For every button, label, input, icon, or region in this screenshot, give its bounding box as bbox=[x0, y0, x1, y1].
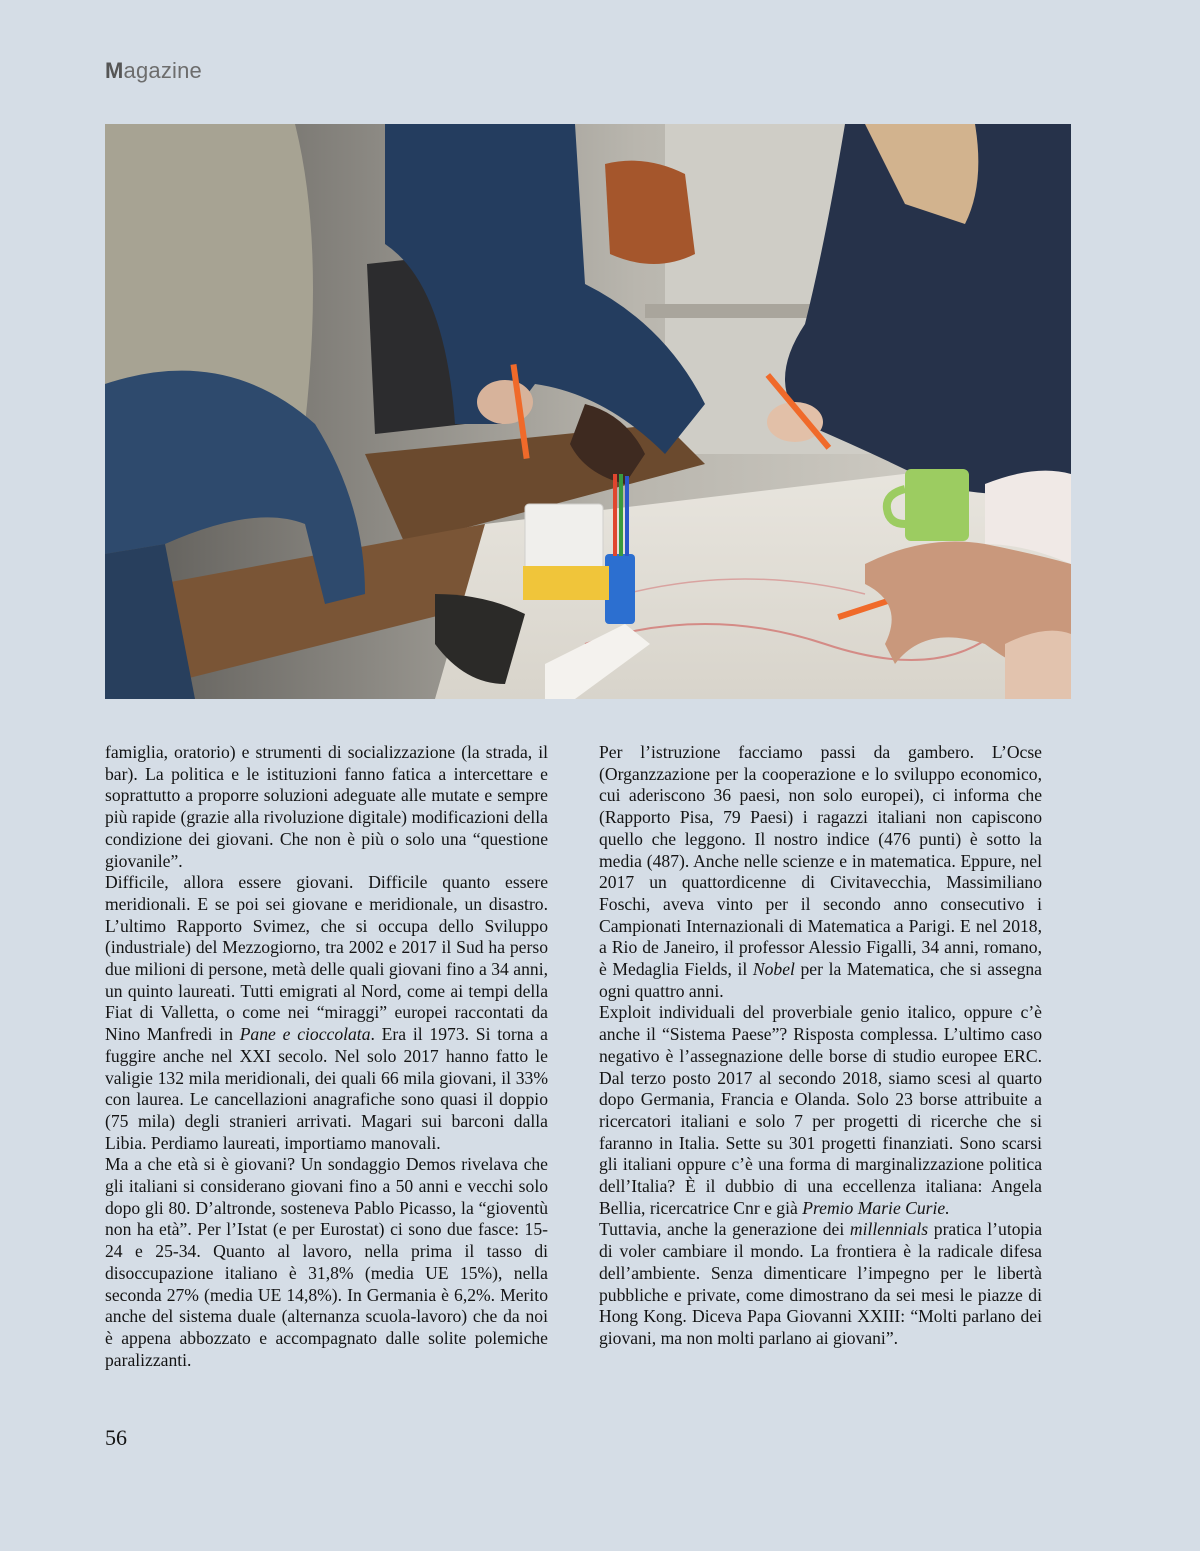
paragraph: Exploit individuali del proverbiale genio italico, oppure c’è anche il “Sistema Paese”? Risposta complessa. L’ultimo caso negativo è l’assegnazione delle borse di studio europee ERC. Dal terzo posto 2017 al secondo 2018, siamo scesi al quarto dopo Germania, Francia e Olanda. Solo 23 borse attribuite a ricercatori italiani e solo 7 per progetti di ricerche che si faranno in Italia. Sette su 301 progetti finanziati. Sono scarsi gli italiani oppure c’è una forma di marginalizzazione politica dell’Italia? È il dubbio di una eccellenza italiana: Angela Bellia, ricercatrice Cnr e già Premio Marie Curie. bbox=[599, 1002, 1042, 1218]
section-header-initial: M bbox=[105, 58, 124, 83]
paragraph: Tuttavia, anche la generazione dei millennials pratica l’utopia di voler cambiare il mondo. La frontiera è la radicale difesa dell’ambiente. Senza dimenticare l’impegno per le libertà pubbliche e private, come dimostrano da sei mesi le piazze di Hong Kong. Diceva Papa Giovanni XXIII: “Molti parlano dei giovani, ma non molti parlano ai giovani”. bbox=[599, 1219, 1043, 1348]
article-column-right bbox=[599, 742, 1042, 1350]
article-photo bbox=[105, 124, 1071, 699]
section-header bbox=[105, 58, 202, 84]
film-title: Pane e cioccolata bbox=[239, 1024, 371, 1045]
section-header-rest: agazine bbox=[123, 58, 202, 83]
paragraph: Per l’istruzione facciamo passi da gambero. L’Ocse (Organzzazione per la cooperazione e lo sviluppo economico, cui aderiscono 36 paesi, non solo europei), ci informa che (Rapporto Pisa, 79 Paesi) i ragazzi italiani non capiscono quello che leggono. Il nostro indice (476 punti) è sotto la media (487). Anche nelle scienze e in matematica. Eppure, nel 2017 un quattordicenne di Civitavecchia, Massimiliano Foschi, aveva vinto per il secondo anno consecutivo i Campionati Internazionali di Matematica a Parigi. E nel 2018, a Rio de Janeiro, il professor Alessio Figalli, 34 anni, romano, è Medaglia Fields, il Nobel per la Matematica, che si assegna ogni quattro anni. bbox=[599, 742, 1042, 1001]
emphasis-millennials: millennials bbox=[849, 1219, 929, 1240]
paragraph: famiglia, oratorio) e strumenti di socializzazione (la strada, il bar). La politica e le istituzioni fanno fatica a intercettare e soprattutto a proporre soluzioni adeguate alle mutate e sempre più rapide (grazie alla rivoluzione digitale) modificazioni della condizione dei giovani. Che non è più o solo una “questione giovanile”. bbox=[105, 742, 548, 871]
emphasis-nobel: Nobel bbox=[752, 959, 795, 980]
paragraph: Difficile, allora essere giovani. Difficile quanto essere meridionali. E se poi sei giovane e meridionale, un disastro. L’ultimo Rapporto Svimez, che si occupa dello Sviluppo (industriale) del Mezzogiorno, tra 2002 e 2017 il Sud ha perso due milioni di persone, metà delle quali giovani fino a 34 anni, un quinto laureati. Tutti emigrati al Nord, come ai tempi della Fiat di Valletta, o come nei “miraggi” europei raccontati da Nino Manfredi in Pane e cioccolata. Era il 1973. Si torna a fuggire anche nel XXI secolo. Nel solo 2017 hanno fatto le valigie 132 mila meridionali, dei quali 66 mila giovani, il 33% con laurea. Le cancellazioni anagrafiche sono quasi il doppio (75 mila) degli stranieri arrivati. Magari sui barconi dalla Libia. Perdiamo laureati, importiamo manovali. bbox=[105, 872, 548, 1153]
paragraph: Ma a che età si è giovani? Un sondaggio Demos rivelava che gli italiani si considerano giovani fino a 50 anni e vecchi solo dopo gli 80. D’altronde, sosteneva Pablo Picasso, la “gioventù non ha età”. Per l’Istat (e per Eurostat) ci sono due fasce: 15-24 e 25-34. Quanto al lavoro, nella prima il tasso di disoccupazione italiano è 31,8% (media UE 15%), nella seconda 27% (media UE 14,8%). In Germania è 6,2%. Merito anche del sistema duale (alternanza scuola-lavoro) che da noi è appena abbozzato e accompagnato dalle solite polemiche paralizzanti. bbox=[105, 1154, 548, 1370]
emphasis-premio: Premio Marie Curie. bbox=[802, 1197, 950, 1218]
article-column-left bbox=[105, 742, 548, 1371]
page-number: 56 bbox=[105, 1425, 127, 1450]
